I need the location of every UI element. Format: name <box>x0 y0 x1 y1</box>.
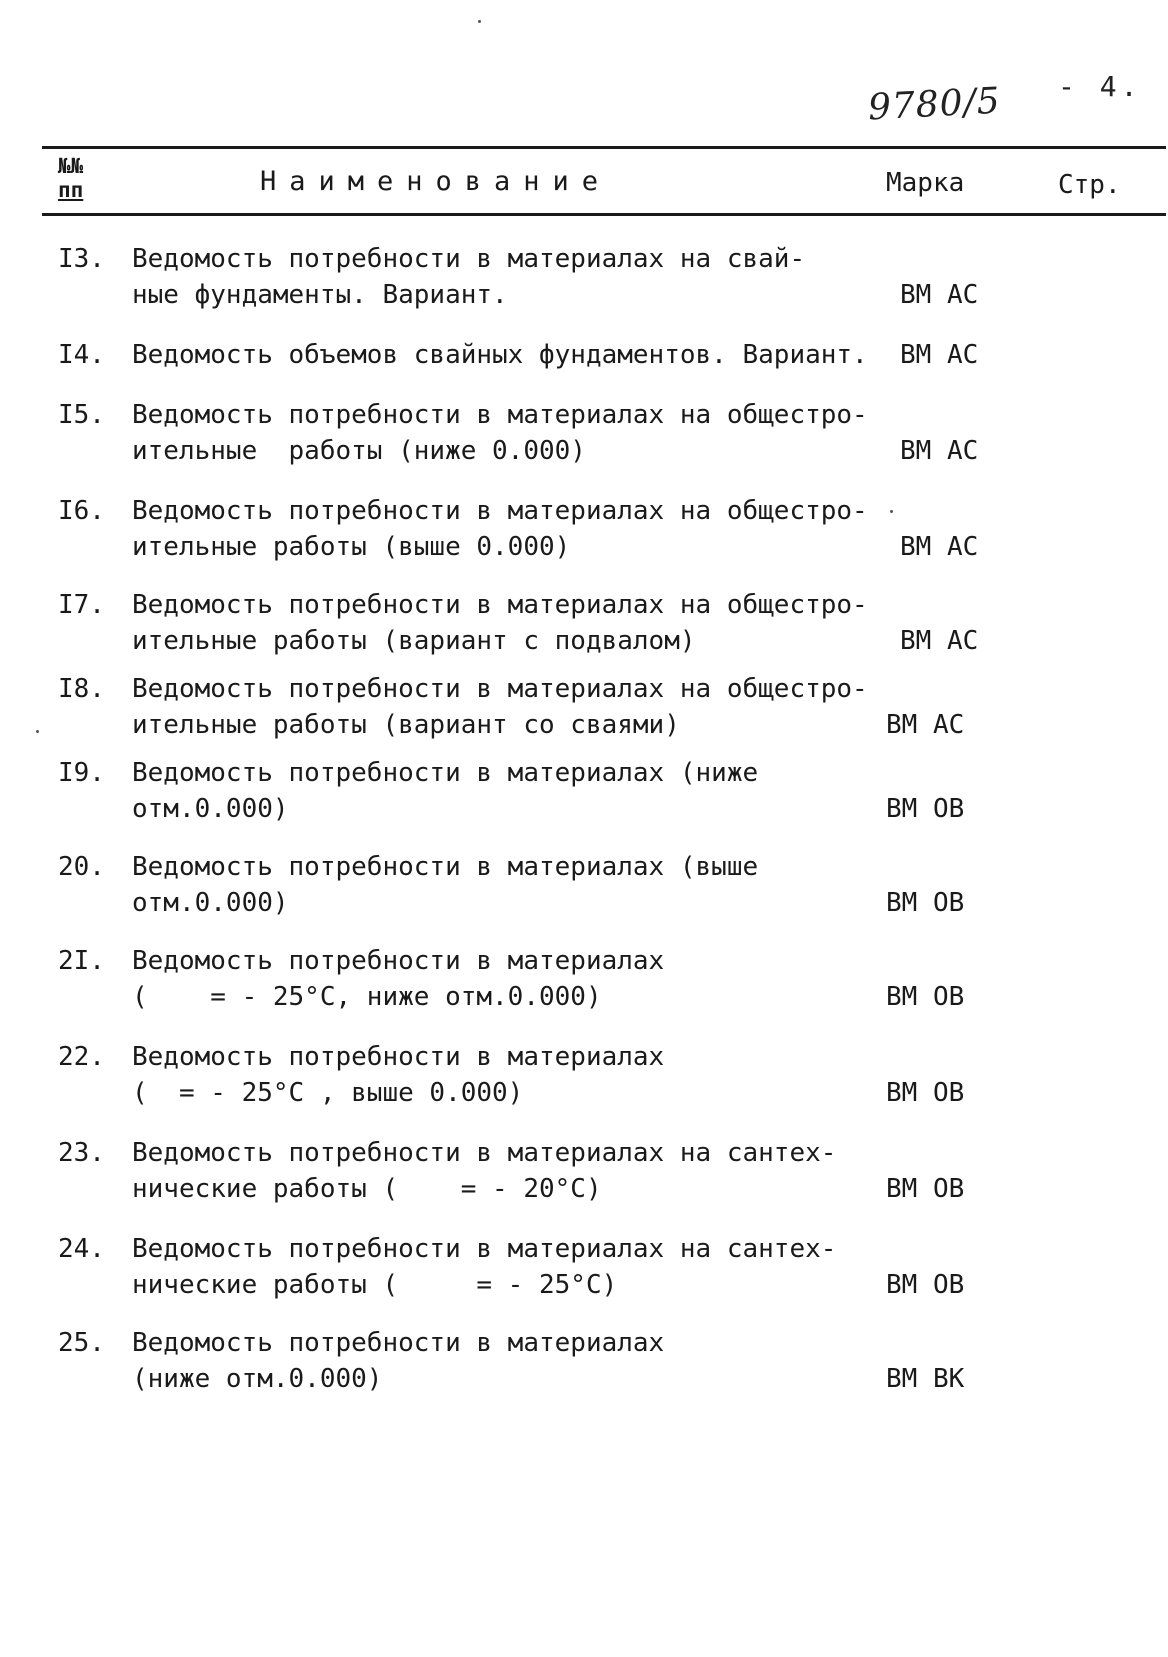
row-name-line2: ( = - 25°С , выше 0.000) <box>132 1078 524 1108</box>
row-name-line1: Ведомость потребности в материалах (выше <box>132 852 759 882</box>
row-name-line1: Ведомость объемов свайных фундаментов. Вариант. <box>132 340 868 370</box>
row-number: 25. <box>58 1328 105 1358</box>
row-mark: ВМ АС <box>900 280 979 310</box>
row-name-line1: Ведомость потребности в материалах на общестро- <box>132 674 868 704</box>
row-mark: ВМ ОВ <box>886 1078 965 1108</box>
row-name-line1: Ведомость потребности в материалах (ниже <box>132 758 759 788</box>
header-page-column: Стр. <box>1058 170 1121 200</box>
row-name-line1: Ведомость потребности в материалах на общестро- <box>132 400 868 430</box>
scan-speck <box>36 730 39 733</box>
header-number-line1: №№ <box>58 154 84 178</box>
row-name-line2: ительные работы (вариант с подвалом) <box>132 626 696 656</box>
row-number: 23. <box>58 1138 105 1168</box>
row-mark: ВМ АС <box>900 626 979 656</box>
row-mark: ВМ ВК <box>886 1364 965 1394</box>
row-mark: ВМ АС <box>886 710 965 740</box>
row-number: I8. <box>58 674 105 704</box>
document-number-handwritten: 9780/5 <box>867 80 1002 129</box>
row-name-line2: ительные работы (ниже 0.000) <box>132 436 586 466</box>
row-name-line2: нические работы ( = - 20°С) <box>132 1174 602 1204</box>
row-name-line2: отм.0.000) <box>132 794 289 824</box>
row-name-line2: ительные работы (выше 0.000) <box>132 532 571 562</box>
row-mark: ВМ ОВ <box>886 794 965 824</box>
row-name-line2: ительные работы (вариант со сваями) <box>132 710 680 740</box>
row-number: I3. <box>58 244 105 274</box>
row-number: I6. <box>58 496 105 526</box>
row-name-line1: Ведомость потребности в материалах <box>132 1328 665 1358</box>
row-mark: ВМ АС <box>900 532 979 562</box>
scan-speck <box>890 510 893 513</box>
row-number: I5. <box>58 400 105 430</box>
header-name-column: Наименование <box>260 166 612 197</box>
row-name-line1: Ведомость потребности в материалах <box>132 946 665 976</box>
row-name-line2: нические работы ( = - 25°С) <box>132 1270 618 1300</box>
row-number: 24. <box>58 1234 105 1264</box>
row-number: I4. <box>58 340 105 370</box>
row-name-line2: отм.0.000) <box>132 888 289 918</box>
row-number: 2I. <box>58 946 105 976</box>
row-name-line1: Ведомость потребности в материалах на свай- <box>132 244 806 274</box>
row-name-line1: Ведомость потребности в материалах на общестро- <box>132 496 868 526</box>
row-name-line2: (ниже отм.0.000) <box>132 1364 383 1394</box>
header-mark-column: Марка <box>886 168 965 198</box>
row-name-line1: Ведомость потребности в материалах на общестро- <box>132 590 868 620</box>
scan-speck <box>478 20 481 23</box>
row-mark: ВМ АС <box>900 436 979 466</box>
row-number: 20. <box>58 852 105 882</box>
row-number: I9. <box>58 758 105 788</box>
row-number: 22. <box>58 1042 105 1072</box>
row-mark: ВМ ОВ <box>886 982 965 1012</box>
page-number: - 4. <box>1058 70 1142 103</box>
row-mark: ВМ ОВ <box>886 1270 965 1300</box>
row-name-line1: Ведомость потребности в материалах на сантех- <box>132 1234 837 1264</box>
row-name-line2: ные фундаменты. Вариант. <box>132 280 508 310</box>
row-mark: ВМ ОВ <box>886 1174 965 1204</box>
row-name-line1: Ведомость потребности в материалах <box>132 1042 665 1072</box>
row-number: I7. <box>58 590 105 620</box>
row-name-line2: ( = - 25°С, ниже отм.0.000) <box>132 982 602 1012</box>
row-name-line1: Ведомость потребности в материалах на сантех- <box>132 1138 837 1168</box>
row-mark: ВМ ОВ <box>886 888 965 918</box>
header-number-line2: пп <box>58 178 84 202</box>
row-mark: ВМ АС <box>900 340 979 370</box>
